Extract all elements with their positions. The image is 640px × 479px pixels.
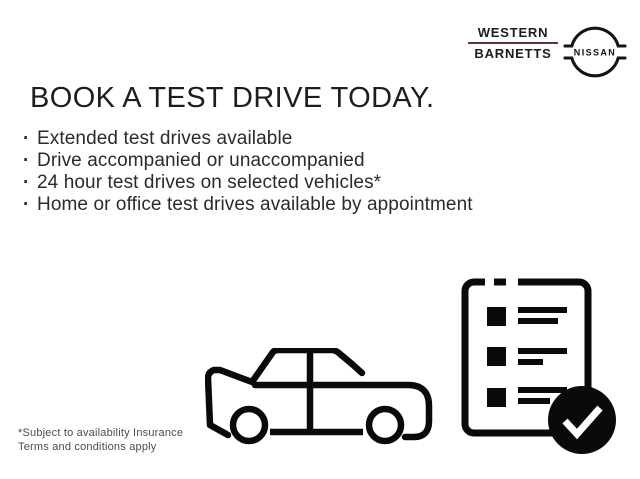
page-title: BOOK A TEST DRIVE TODAY.	[30, 82, 435, 114]
car-front-wheel	[233, 409, 265, 441]
dealer-logo-line2: BARNETTS	[474, 46, 552, 61]
list-item	[23, 172, 473, 194]
checklist-top-gap	[506, 276, 518, 288]
list-item-text: 24 hour test drives on selected vehicles*	[37, 172, 382, 193]
checklist-icon	[458, 272, 623, 462]
nissan-logo-icon	[562, 21, 628, 81]
disclaimer-line2: Terms and conditions apply	[18, 441, 157, 453]
checklist-top-gap	[485, 276, 494, 288]
checklist-line	[518, 359, 543, 365]
checklist-line	[518, 348, 567, 354]
list-item-text: Home or office test drives available by appointment	[37, 194, 473, 215]
bullet-dot: ·	[23, 150, 30, 171]
checklist-line	[518, 398, 550, 404]
checklist-line	[518, 307, 567, 313]
list-item-text: Drive accompanied or unaccompanied	[37, 150, 365, 171]
benefits-list	[23, 128, 473, 216]
nissan-logo-top-arc	[565, 28, 625, 46]
checklist-line	[518, 387, 567, 393]
checklist-checkbox	[487, 307, 506, 326]
list-item	[23, 128, 473, 150]
car-rear-wheel	[369, 409, 401, 441]
check-badge	[548, 386, 616, 454]
disclaimer-text	[18, 426, 183, 454]
car-icon	[205, 348, 435, 450]
disclaimer-line1: *Subject to availability Insurance	[18, 427, 184, 439]
checklist-checkbox	[487, 388, 506, 407]
bullet-dot: ·	[23, 128, 30, 149]
nissan-logo-bottom-arc	[565, 58, 625, 76]
list-item-text: Extended test drives available	[37, 128, 293, 149]
dealer-logo-line1: WESTERN	[477, 25, 549, 40]
nissan-wordmark: NISSAN	[573, 47, 617, 58]
checklist-row	[487, 347, 567, 366]
list-item	[23, 194, 473, 216]
bullet-dot: ·	[23, 194, 30, 215]
bullet-dot: ·	[23, 172, 30, 193]
list-item	[23, 150, 473, 172]
checklist-checkbox	[487, 347, 506, 366]
checklist-row	[487, 307, 567, 326]
checklist-line	[518, 318, 558, 324]
dealer-logo-divider	[468, 42, 558, 44]
dealer-logo	[468, 26, 558, 61]
